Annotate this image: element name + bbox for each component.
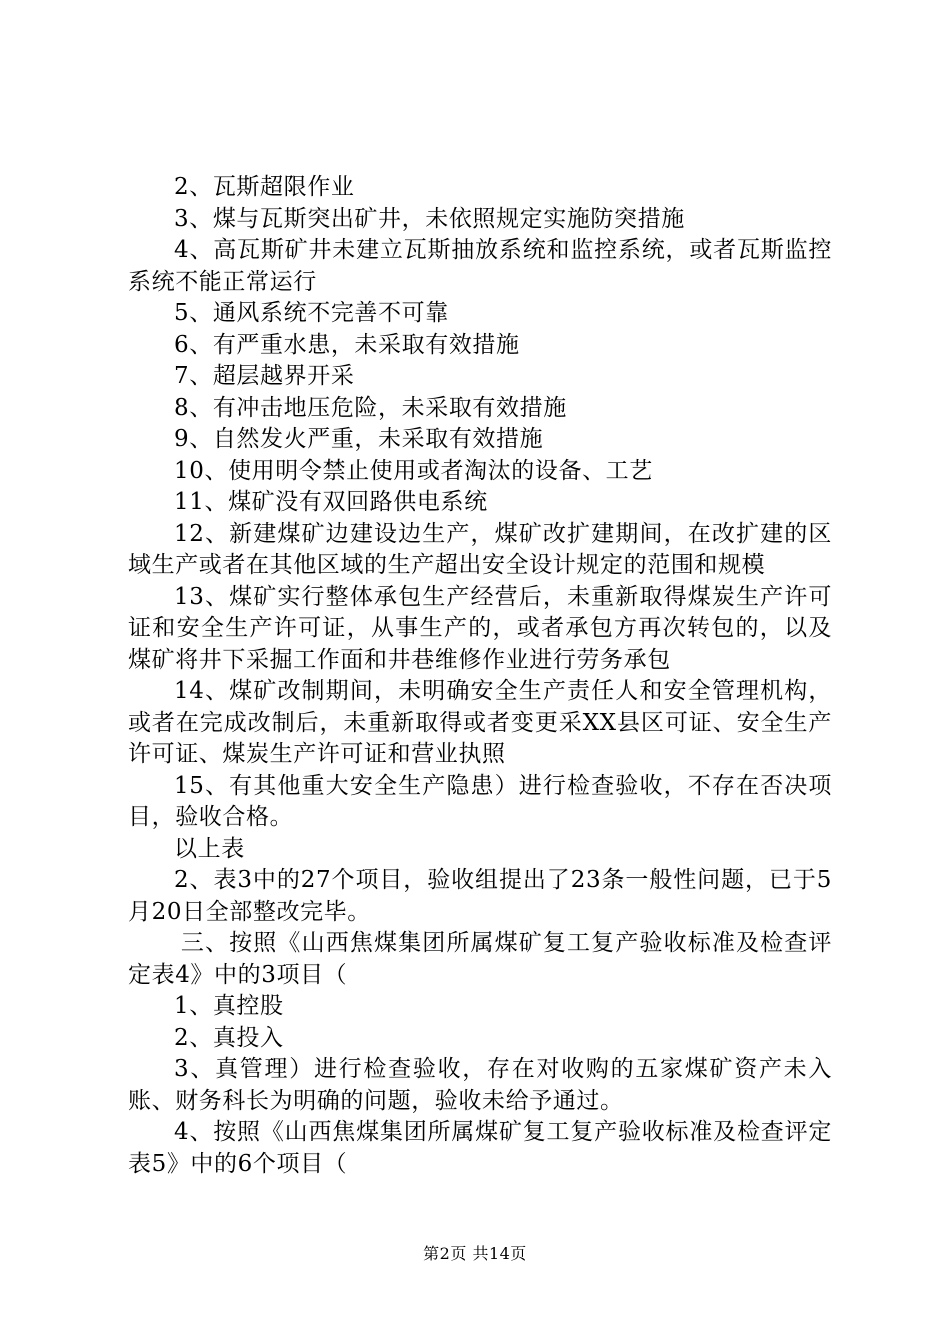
paragraph: 以上表 [174, 835, 245, 862]
paragraph: 15、有其他重大安全生产隐患）进行检查验收，不存在否决项目，验收合格。 [128, 772, 832, 830]
paragraph: 14、煤矿改制期间，未明确安全生产责任人和安全管理机构，或者在完成改制后，未重新取得或者变更采XX县区可证、安全生产许可证、煤炭生产许可证和营业执照 [128, 678, 832, 767]
paragraph: 13、煤矿实行整体承包生产经营后，未重新取得煤炭生产许可证和安全生产许可证，从事生产的，或者承包方再次转包的，以及煤矿将井下采掘工作面和井巷维修作业进行劳务承包 [128, 583, 832, 673]
paragraph: 9、自然发火严重，未采取有效措施 [174, 426, 544, 452]
paragraph: 11、煤矿没有双回路供电系统 [174, 489, 488, 515]
paragraph: 4、高瓦斯矿井未建立瓦斯抽放系统和监控系统，或者瓦斯监控系统不能正常运行 [128, 237, 832, 295]
paragraph: 5、通风系统不完善不可靠 [174, 300, 449, 326]
paragraph: 7、超层越界开采 [174, 363, 355, 389]
paragraph: 2、瓦斯超限作业 [174, 174, 355, 200]
paragraph: 三、按照《山西焦煤集团所属煤矿复工复产验收标准及检查评定表4》中的3项目（ [128, 930, 832, 988]
paragraph: 2、真投入 [174, 1024, 284, 1051]
paragraph: 8、有冲击地压危险，未采取有效措施 [174, 394, 567, 421]
paragraph: 12、新建煤矿边建设边生产，煤矿改扩建期间，在改扩建的区域生产或者在其他区域的生产超出安全设计规定的范围和规模 [128, 520, 832, 578]
paragraph: 2、表3中的27个项目，验收组提出了23条一般性问题，已于5月20日全部整改完毕。 [128, 867, 832, 925]
paragraph: 1、真控股 [174, 993, 284, 1019]
paragraph: 10、使用明令禁止使用或者淘汰的设备、工艺 [174, 457, 653, 484]
paragraph: 3、煤与瓦斯突出矿井，未依照规定实施防突措施 [174, 205, 685, 232]
paragraph: 3、真管理）进行检查验收，存在对收购的五家煤矿资产未入账、财务科长为明确的问题，验收未给予通过。 [128, 1056, 832, 1114]
page-footer: 第2页 共14页 [423, 1244, 527, 1263]
document-body [128, 172, 832, 1180]
paragraph: 6、有严重水患，未采取有效措施 [174, 331, 520, 358]
paragraph: 4、按照《山西焦煤集团所属煤矿复工复产验收标准及检查评定表5》中的6个项目（ [128, 1119, 832, 1177]
